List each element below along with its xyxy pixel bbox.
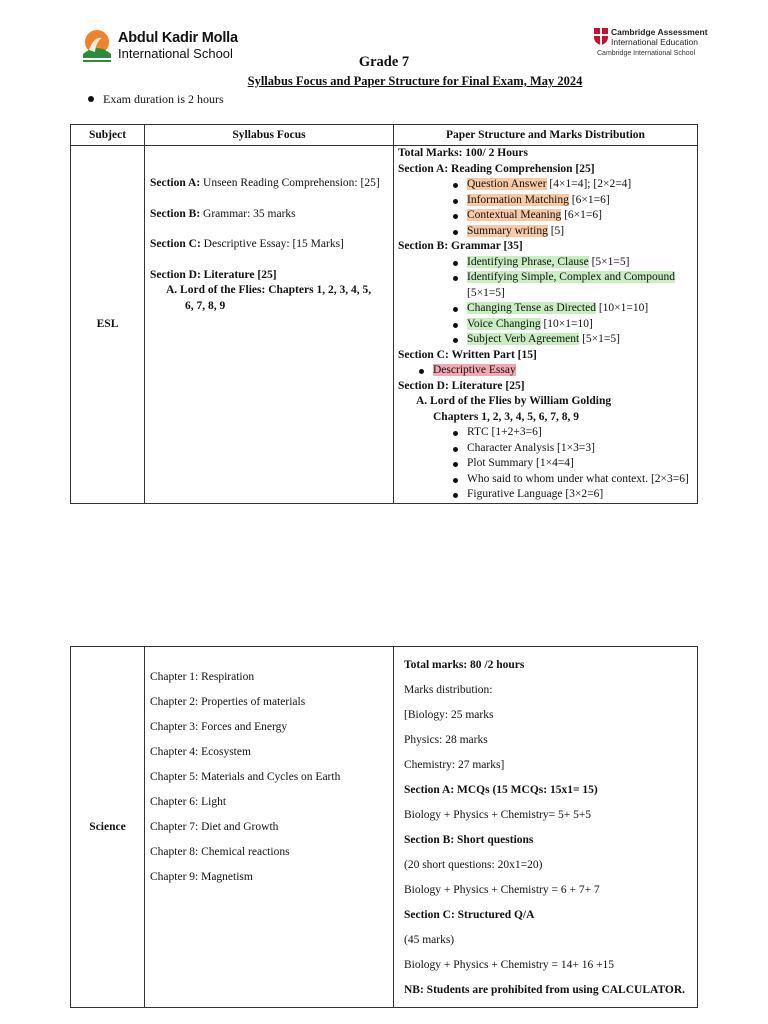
structure-line: Chemistry: 27 marks] (404, 759, 505, 771)
calculator-note: NB: Students are prohibited from using CALCULATOR. (404, 984, 686, 996)
section-b-list (467, 255, 697, 348)
chapter-item: Chapter 3: Forces and Energy (150, 721, 288, 733)
school-name: Abdul Kadir Molla (118, 30, 238, 46)
chapter-item: Chapter 5: Materials and Cycles on Earth (150, 771, 341, 783)
chapter-item: Chapter 7: Diet and Growth (150, 821, 279, 833)
school-subname: International School (118, 46, 233, 61)
paper-structure-header: Paper Structure and Marks Distribution (394, 125, 698, 146)
section-c-title: Section C: Written Part [15] (398, 348, 537, 361)
focus-literature-item-cont: 6, 7, 8, 9 (185, 299, 226, 312)
chapter-item: Chapter 8: Chemical reactions (150, 846, 290, 858)
subject-cell: Science (71, 647, 145, 1008)
cambridge-shield-icon (594, 28, 608, 45)
grade-title: Grade 7 (358, 54, 410, 70)
subject-cell: ESL (71, 146, 145, 504)
focus-section-d: Section D: Literature [25] (150, 268, 277, 281)
list-item: Plot Summary [1×4=4] (467, 456, 697, 472)
science-section-c: Section C: Structured Q/A (404, 909, 535, 921)
section-d-title: Section D: Literature [25] (398, 379, 525, 392)
paper-structure-cell (394, 647, 698, 1008)
section-b-title: Section B: Grammar [35] (398, 240, 523, 252)
exam-duration-bullet: Exam duration is 2 hours (88, 92, 224, 107)
syllabus-focus-cell (145, 146, 394, 504)
syllabus-focus-cell (145, 647, 394, 1008)
list-item: RTC [1+2+3=6] (467, 425, 697, 441)
cambridge-school: Cambridge International School (597, 50, 696, 57)
list-item: Descriptive Essay (433, 363, 697, 379)
bullet-icon (88, 96, 94, 102)
structure-line: (20 short questions: 20x1=20) (404, 859, 543, 871)
table-row (71, 647, 698, 1008)
focus-section-c: Section C: Descriptive Essay: [15 Marks] (150, 238, 344, 250)
list-item: Summary writing [5] (467, 224, 697, 240)
section-d-book: A. Lord of the Flies by William Golding (416, 395, 612, 407)
chapter-item: Chapter 6: Light (150, 796, 227, 808)
cambridge-name: Cambridge Assessment (611, 27, 708, 37)
list-item: Question Answer [4×1=4]; [2×2=4] (467, 177, 697, 193)
section-a-list (467, 177, 697, 239)
list-item: Information Matching [6×1=6] (467, 193, 697, 209)
section-d-chapters: Chapters 1, 2, 3, 4, 5, 6, 7, 8, 9 (433, 410, 579, 423)
science-total-marks: Total marks: 80 /2 hours (404, 659, 525, 671)
chapter-item: Chapter 4: Ecosystem (150, 746, 251, 758)
list-item: Changing Tense as Directed [10×1=10] (467, 301, 697, 317)
structure-line: Biology + Physics + Chemistry= 5+ 5+5 (404, 809, 592, 821)
table-row (71, 146, 698, 504)
structure-line: Biology + Physics + Chemistry = 14+ 16 +15 (404, 959, 615, 971)
structure-line: Biology + Physics + Chemistry = 6 + 7+ 7 (404, 884, 600, 896)
cambridge-subname: International Education (611, 37, 698, 47)
chapter-item: Chapter 2: Properties of materials (150, 696, 306, 708)
list-item: Identifying Phrase, Clause [5×1=5] (467, 255, 697, 271)
structure-line: Marks distribution: (404, 684, 493, 696)
table-header-row (71, 125, 698, 146)
structure-line: Physics: 28 marks (404, 734, 488, 746)
paper-structure-cell (394, 146, 698, 504)
subject-header: Subject (71, 125, 145, 146)
focus-section-b: Section B: Grammar: 35 marks (150, 207, 296, 220)
list-item: Figurative Language [3×2=6] (467, 487, 697, 503)
science-table (70, 646, 698, 1008)
list-item: Voice Changing [10×1=10] (467, 317, 697, 333)
chapter-item: Chapter 1: Respiration (150, 671, 255, 683)
chapter-item: Chapter 9: Magnetism (150, 871, 253, 883)
total-marks: Total Marks: 100/ 2 Hours (398, 147, 528, 159)
structure-line: [Biology: 25 marks (404, 709, 494, 721)
list-item: Character Analysis [1×3=3] (467, 441, 697, 457)
section-a-title: Section A: Reading Comprehension [25] (398, 162, 595, 175)
list-item: Contextual Meaning [6×1=6] (467, 208, 697, 224)
list-item: Subject Verb Agreement [5×1=5] (467, 332, 697, 348)
syllabus-focus-header: Syllabus Focus (145, 125, 394, 146)
section-c-list (433, 363, 697, 379)
structure-line: (45 marks) (404, 934, 455, 946)
science-section-a: Section A: MCQs (15 MCQs: 15x1= 15) (404, 784, 598, 796)
science-section-b: Section B: Short questions (404, 834, 534, 846)
document-subtitle: Syllabus Focus and Paper Structure for Final Exam, May 2024 (247, 74, 583, 88)
esl-table (70, 124, 698, 504)
page-header (0, 0, 768, 106)
focus-section-a: Section A: Unseen Reading Comprehension: [25] (150, 177, 380, 189)
focus-literature-item: A. Lord of the Flies: Chapters 1, 2, 3, 4, 5, (166, 284, 372, 296)
list-item: Identifying Simple, Complex and Compound [5×1=5] (467, 270, 697, 301)
list-item: Who said to whom under what context. [2×3=6] (467, 472, 697, 488)
section-d-list (467, 425, 697, 503)
